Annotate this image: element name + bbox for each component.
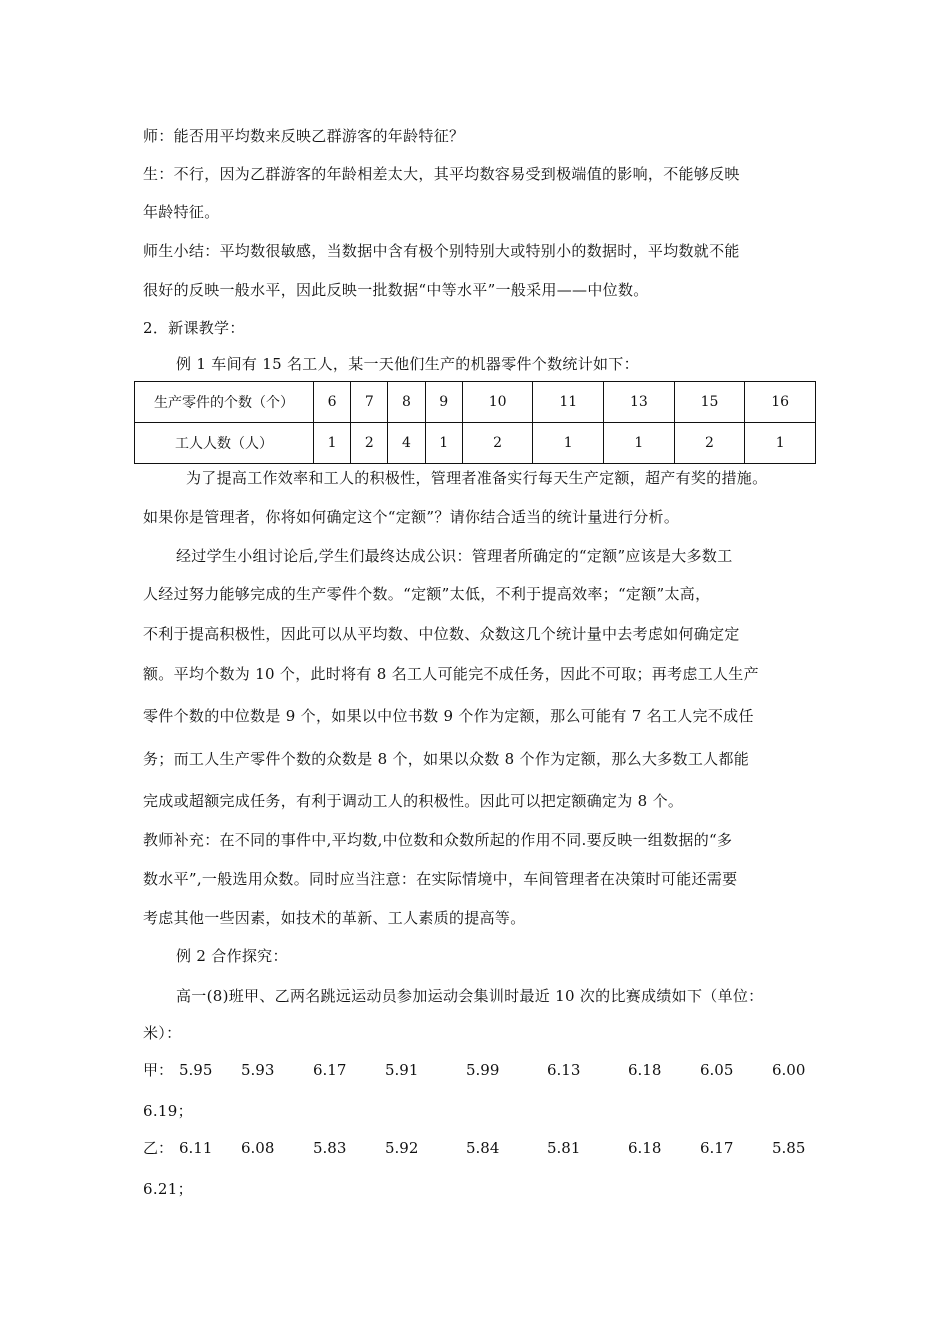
table-cell: 9 (425, 382, 462, 423)
paragraph-quota-line1: 为了提高工作效率和工人的积极性，管理者准备实行每天生产定额，超产有奖的措施。 (186, 469, 768, 487)
scores-jia-last: 6.19； (143, 1102, 193, 1120)
score-value: 5.93 (241, 1061, 275, 1079)
paragraph-long-jump-line2: 米）： (143, 1024, 182, 1042)
table-cell: 1 (533, 423, 604, 464)
paragraph-teacher-note-line2: 数水平”,一般选用众数。同时应当注意：在实际情境中，车间管理者在决策时可能还需要 (143, 870, 738, 888)
paragraph-student-answer-line2: 年龄特征。 (143, 203, 220, 221)
table-cell: 1 (745, 423, 816, 464)
score-value: 6.18 (628, 1139, 662, 1157)
table-cell: 4 (388, 423, 425, 464)
paragraph-discussion-line6: 务；而工人生产零件个数的众数是 8 个，如果以众数 8 个作为定额，那么大多数工人都能 (143, 750, 750, 768)
score-value: 5.85 (772, 1139, 806, 1157)
paragraph-quota-line2: 如果你是管理者，你将如何确定这个“定额”？请你结合适当的统计量进行分析。 (143, 508, 680, 526)
score-value: 5.83 (313, 1139, 347, 1157)
table-row (135, 382, 816, 423)
paragraph-teacher-note-line1: 教师补充：在不同的事件中,平均数,中位数和众数所起的作用不同.要反映一组数据的“多 (143, 831, 733, 849)
table-cell: 2 (674, 423, 745, 464)
table-cell: 6 (314, 382, 351, 423)
paragraph-discussion-line2: 人经过努力能够完成的生产零件个数。“定额”太低，不利于提高效率；“定额”太高， (143, 585, 711, 603)
table-cell: 1 (604, 423, 675, 464)
score-value: 5.95 (179, 1061, 213, 1079)
parts-count-table (134, 381, 816, 464)
table-cell: 1 (425, 423, 462, 464)
paragraph-student-answer-line1: 生：不行，因为乙群游客的年龄相差太大，其平均数容易受到极端值的影响，不能够反映 (143, 165, 740, 183)
score-value: 5.91 (385, 1061, 419, 1079)
paragraph-discussion-line4: 额。平均个数为 10 个，此时将有 8 名工人可能完不成任务，因此不可取；再考虑工人生产 (143, 665, 759, 683)
score-value: 5.99 (466, 1061, 500, 1079)
scores-yi-last: 6.21； (143, 1180, 193, 1198)
table-row (135, 423, 816, 464)
paragraph-teacher-question: 师：能否用平均数来反映乙群游客的年龄特征？ (143, 127, 465, 145)
table-cell: 7 (351, 382, 388, 423)
paragraph-long-jump-line1: 高一(8)班甲、乙两名跳远运动员参加运动会集训时最近 10 次的比赛成绩如下（单位： (176, 987, 764, 1005)
score-value: 6.13 (547, 1061, 581, 1079)
score-value: 6.00 (772, 1061, 806, 1079)
score-value: 5.81 (547, 1139, 581, 1157)
paragraph-summary-line1: 师生小结：平均数很敏感，当数据中含有极个别特别大或特别小的数据时，平均数就不能 (143, 242, 740, 260)
table-cell: 16 (745, 382, 816, 423)
paragraph-discussion-line1: 经过学生小组讨论后,学生们最终达成公识：管理者所确定的“定额”应该是大多数工 (176, 547, 733, 565)
table-cell: 11 (533, 382, 604, 423)
score-value: 6.17 (313, 1061, 347, 1079)
score-value: 5.84 (466, 1139, 500, 1157)
table-cell: 2 (351, 423, 388, 464)
example1-heading: 例 1 车间有 15 名工人，某一天他们生产的机器零件个数统计如下： (176, 355, 639, 373)
table-cell: 1 (314, 423, 351, 464)
scores-jia-label: 甲： (143, 1061, 174, 1079)
table-cell: 13 (604, 382, 675, 423)
score-value: 5.92 (385, 1139, 419, 1157)
paragraph-teacher-note-line3: 考虑其他一些因素，如技术的革新、工人素质的提高等。 (143, 909, 526, 927)
table-cell: 10 (462, 382, 533, 423)
score-value: 6.08 (241, 1139, 275, 1157)
example2-heading: 例 2 合作探究： (176, 947, 288, 965)
table-cell: 15 (674, 382, 745, 423)
paragraph-discussion-line7: 完成或超额完成任务，有利于调动工人的积极性。因此可以把定额确定为 8 个。 (143, 792, 684, 810)
score-value: 6.17 (700, 1139, 734, 1157)
table-row-header: 工人人数（人） (135, 423, 314, 464)
score-value: 6.05 (700, 1061, 734, 1079)
score-value: 6.11 (179, 1139, 213, 1157)
score-value: 6.18 (628, 1061, 662, 1079)
paragraph-summary-line2: 很好的反映一般水平，因此反映一批数据“中等水平”一般采用——中位数。 (143, 281, 649, 299)
table-row-header: 生产零件的个数（个） (135, 382, 314, 423)
section-heading-new-lesson: 2．新课教学： (143, 319, 245, 337)
paragraph-discussion-line5: 零件个数的中位数是 9 个，如果以中位书数 9 个作为定额，那么可能有 7 名工人完不成任 (143, 707, 754, 725)
table-cell: 8 (388, 382, 425, 423)
table-cell: 2 (462, 423, 533, 464)
scores-yi-label: 乙： (143, 1139, 174, 1157)
paragraph-discussion-line3: 不利于提高积极性，因此可以从平均数、中位数、众数这几个统计量中去考虑如何确定定 (143, 625, 740, 643)
